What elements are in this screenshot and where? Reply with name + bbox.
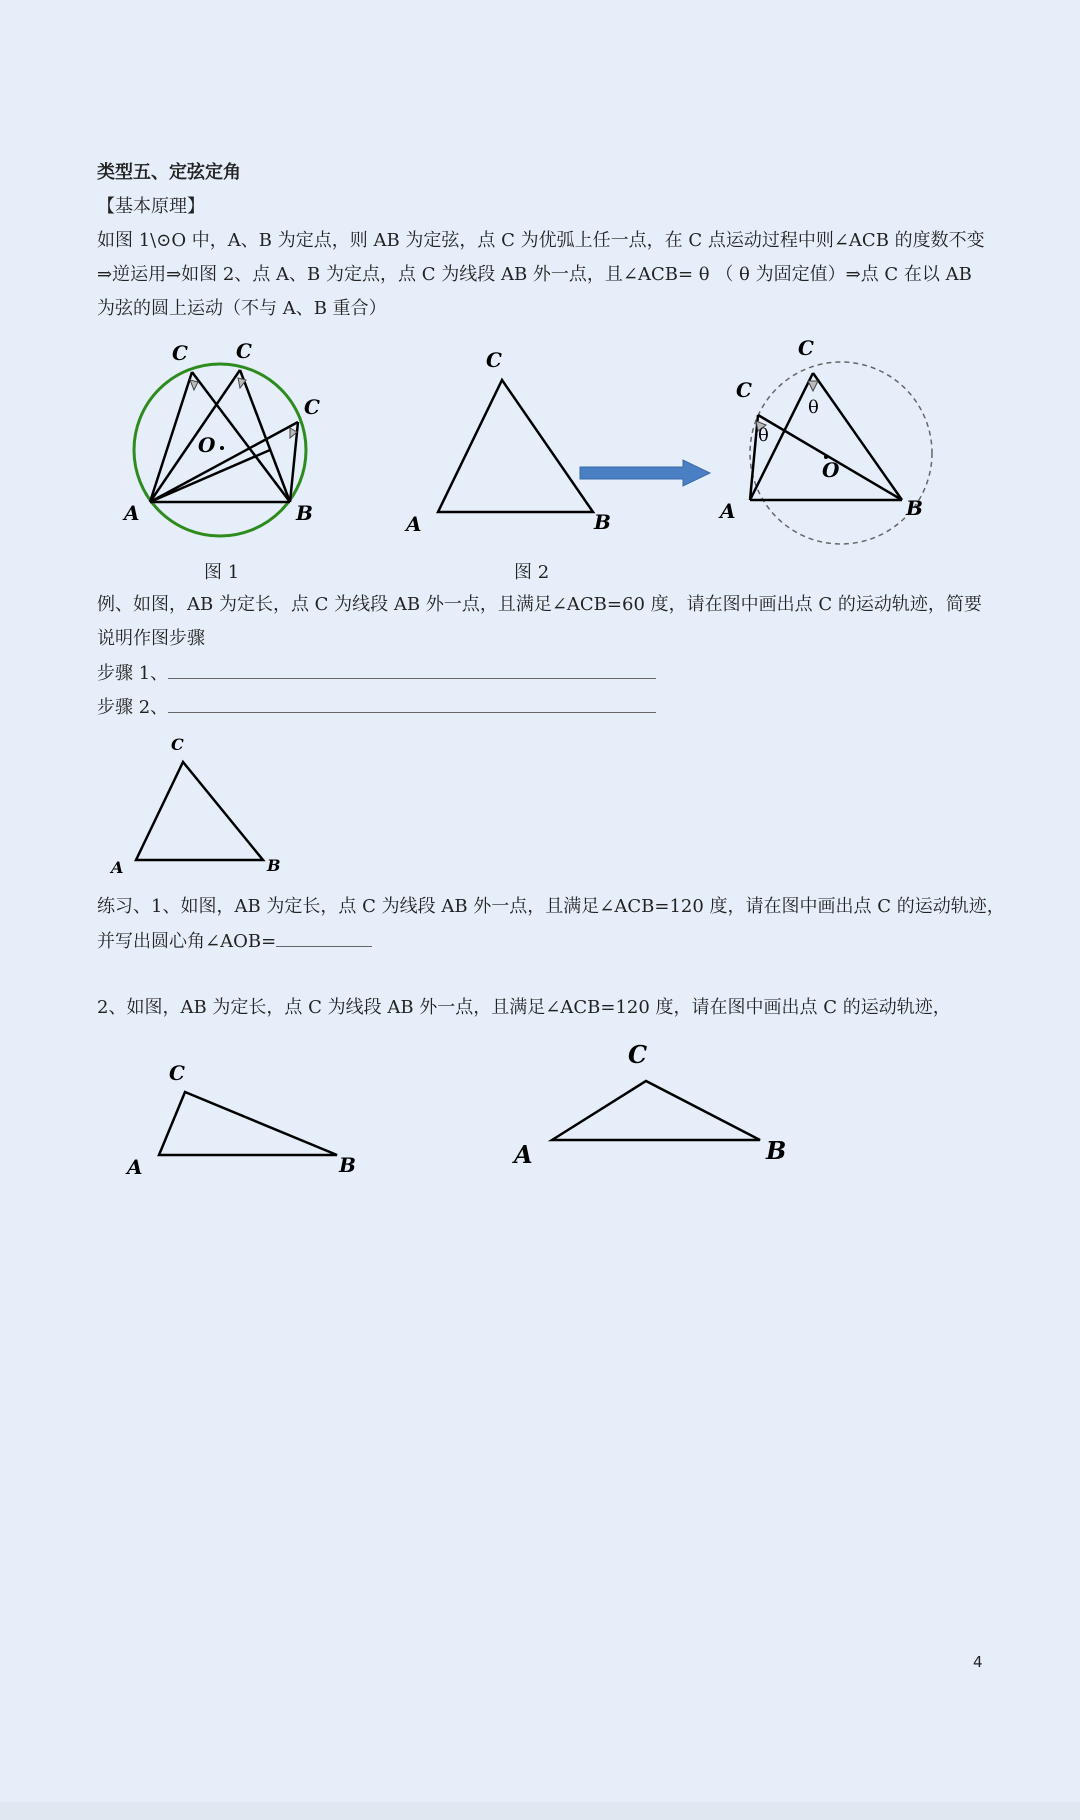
fig1-center-dot	[220, 446, 224, 450]
fig2-theta-2: θ	[758, 425, 769, 446]
figure-2-triangle	[400, 345, 620, 535]
e2-label-a: A	[514, 1140, 533, 1169]
step-1-label: 步骤 1、	[97, 663, 169, 684]
fig1-label-c1: C	[172, 341, 188, 365]
fig2c-label-b: B	[906, 496, 923, 520]
fig2c-label-o: O	[822, 458, 840, 482]
step-2-row	[97, 690, 656, 725]
e1-label-b: B	[339, 1153, 356, 1177]
step-2-label: 步骤 2、	[97, 697, 169, 718]
exercise-1-line-2	[97, 924, 372, 959]
exercise-triangle-2	[510, 1035, 800, 1175]
ex-label-c: C	[171, 735, 184, 754]
ex-label-a: A	[111, 858, 124, 877]
exercise-2-text: 2、如图，AB 为定长，点 C 为线段 AB 外一点，且满足∠ACB=120 度，请在图中画出点 C 的运动轨迹，	[97, 997, 951, 1018]
fig1-label-o: O	[198, 433, 216, 457]
step-2-blank[interactable]	[168, 690, 656, 713]
fig2c-label-a: A	[720, 499, 736, 523]
fig1-caption: 图 1	[204, 562, 240, 583]
page-number: 4	[973, 1653, 983, 1671]
step-1-blank[interactable]	[168, 656, 656, 679]
exercise-triangle-1	[125, 1050, 365, 1180]
section-heading: 类型五、定弦定角	[97, 162, 241, 183]
aob-blank[interactable]	[276, 924, 372, 947]
figure-1	[120, 330, 330, 550]
fig1-angle-marks	[190, 378, 297, 438]
fig2-dashed-circle	[750, 362, 932, 544]
bottom-edge	[0, 1802, 1080, 1820]
figure-2-circle	[720, 335, 940, 550]
step-1-row	[97, 656, 656, 691]
fig2-label-c: C	[486, 348, 502, 372]
fig2-label-b: B	[594, 510, 611, 534]
principle-paragraph: 如图 1\⊙O 中，A、B 为定点，则 AB 为定弦，点 C 为优弧上任一点，在 C 点运动过程中则∠ACB 的度数不变⇒逆运用⇒如图 2、点 A、B 为定点，点 C 为线段 AB 外一点，且∠ACB= θ （ θ 为固定值）⇒点 C 在以 AB 为弦的圆上运动（不与 A、B 重合）	[97, 230, 985, 319]
subsection-label: 【基本原理】	[97, 196, 205, 217]
example-triangle	[105, 732, 295, 882]
e1-label-a: A	[127, 1155, 143, 1179]
e2-label-c: C	[628, 1040, 648, 1069]
fig1-label-c2: C	[236, 339, 252, 363]
fig2c-label-c2: C	[736, 378, 752, 402]
fig2-label-a: A	[406, 512, 422, 536]
e2-label-b: B	[766, 1136, 787, 1165]
fig1-label-a: A	[124, 501, 140, 525]
fig1-label-c3: C	[304, 395, 320, 419]
exercise-1-line-1: 练习、1、如图，AB 为定长，点 C 为线段 AB 外一点，且满足∠ACB=120 度，请在图中画出点 C 的运动轨迹，	[97, 896, 1005, 917]
arrow-shape	[578, 458, 713, 488]
fig1-circle	[134, 364, 306, 536]
exercise-1-answer-label: 并写出圆心角∠AOB=	[97, 931, 277, 952]
fig1-label-b: B	[296, 501, 313, 525]
e1-label-c: C	[169, 1061, 185, 1085]
fig2-theta-1: θ	[808, 397, 819, 418]
example-paragraph: 例、如图，AB 为定长，点 C 为线段 AB 外一点，且满足∠ACB=60 度，请在图中画出点 C 的运动轨迹，简要说明作图步骤	[97, 594, 982, 649]
fig1-chords	[150, 370, 298, 502]
fig2c-label-c1: C	[798, 336, 814, 360]
ex-label-b: B	[267, 856, 281, 875]
fig2-caption: 图 2	[514, 562, 550, 583]
